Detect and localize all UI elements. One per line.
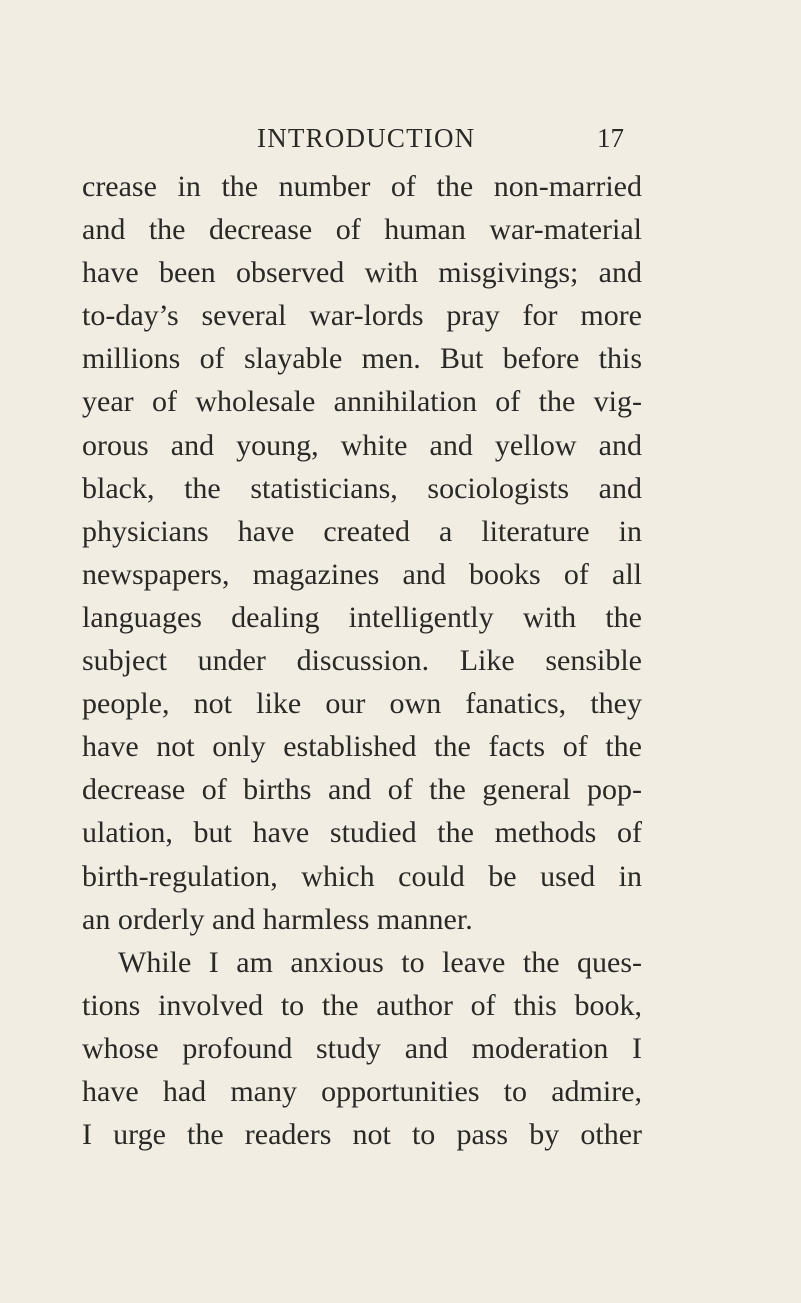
text-line: and the decrease of human war-material [82,213,642,247]
text-line: ulation, but have studied the methods of [82,816,642,850]
text-line: physicians have created a literature in [82,514,642,548]
text-line: black, the statisticians, sociologists and [82,471,642,505]
page-number: 17 [597,123,624,153]
text-line: to-day’s several war-lords pray for more [82,299,642,333]
text-line: I urge the readers not to pass by other [82,1118,642,1152]
text-line: whose profound study and moderation I [82,1031,642,1065]
running-title: INTRODUCTION [257,123,476,153]
text-line: year of wholesale annihilation of the vig- [82,385,642,419]
text-line: have not only established the facts of the [82,730,642,764]
text-line: While I am anxious to leave the ques- [118,945,642,979]
body-text [82,165,642,1156]
running-head [0,118,801,158]
text-line: birth-regulation, which could be used in [82,859,642,893]
text-line: crease in the number of the non-married [82,170,642,203]
text-line: people, not like our own fanatics, they [82,687,642,721]
text-line: have been observed with misgivings; and [82,256,642,290]
text-line: newspapers, magazines and books of all [82,557,642,591]
text-line: tions involved to the author of this book, [82,988,642,1022]
text-line: orous and young, white and yellow and [82,428,642,462]
text-line: an orderly and harmless manner. [82,902,473,936]
text-line: have had many opportunities to admire, [82,1074,642,1108]
text-line: millions of slayable men. But before this [82,342,642,376]
text-line: decrease of births and of the general pop- [82,773,642,807]
text-line: subject under discussion. Like sensible [82,644,642,678]
text-line: languages dealing intelligently with the [82,600,642,634]
